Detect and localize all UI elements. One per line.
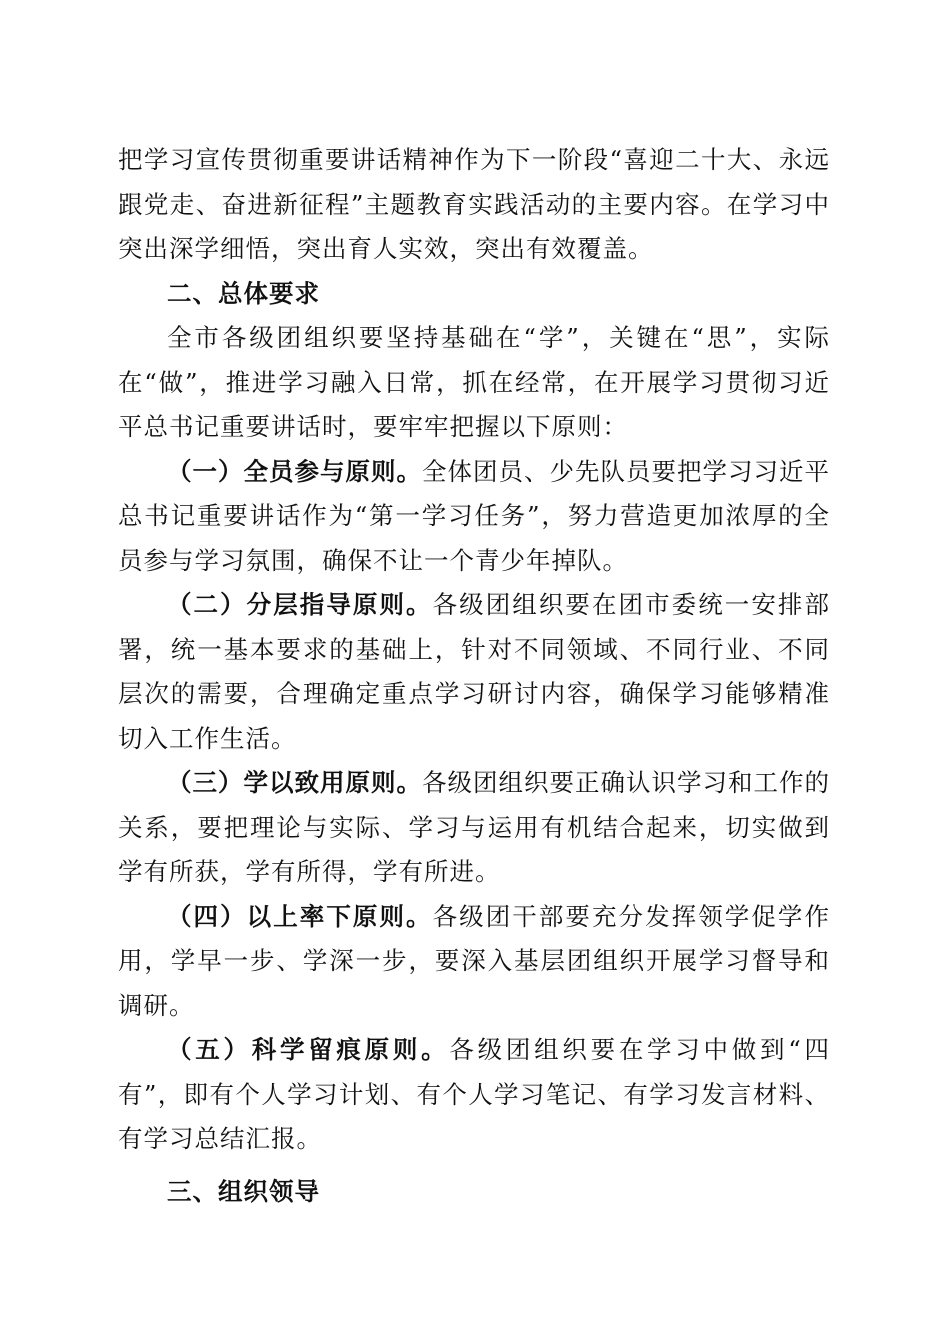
principle-3-title: （三）学以致用原则。 — [167, 768, 422, 797]
principle-2-body: 各级团组织要在团市委统一安排部署，统一基本要求的基础上，针对不同领域、不同行业、不同层次的需要，合理确定重点学习研讨内容，确保学习能够精准切入工作生活。 — [118, 590, 830, 753]
principle-1-title: （一）全员参与原则。 — [167, 456, 422, 486]
paragraph-intro: 把学习宣传贯彻重要讲话精神作为下一阶段“喜迎二十大、永远跟党走、奋进新征程”主题教育实践活动的主要内容。在学习中突出深学细悟，突出育人实效，突出有效覆盖。 — [118, 145, 830, 263]
principle-1 — [118, 450, 830, 584]
section-heading-organization: 三、组织领导 — [167, 1176, 320, 1206]
principle-5-title: （五）科学留痕原则。 — [167, 1035, 450, 1064]
principle-5-body: 各级团组织要在学习中做到“四有”，即有个人学习计划、有个人学习笔记、有学习发言材料、有学习总结汇报。 — [118, 1035, 831, 1153]
principle-4-title: （四）以上率下原则。 — [167, 901, 433, 931]
principle-1-body: 全体团员、少先队员要把学习习近平总书记重要讲话作为“第一学习任务”，努力营造更加浓厚的全员参与学习氛围，确保不让一个青少年掉队。 — [118, 456, 830, 575]
principle-4 — [118, 895, 830, 1029]
principle-2 — [118, 583, 830, 761]
section-heading-general-requirements: 二、总体要求 — [167, 278, 320, 308]
body-text — [118, 138, 830, 1214]
principle-3 — [118, 761, 830, 895]
principle-2-title: （二）分层指导原则。 — [167, 590, 433, 619]
paragraph-general-requirements: 全市各级团组织要坚持基础在“学”，关键在“思”，实际在“做”，推进学习融入日常，抓在经常，在开展学习贯彻习近平总书记重要讲话时，要牢牢把握以下原则： — [118, 323, 830, 441]
principle-4-body: 各级团干部要充分发挥领学促学作用，学早一步、学深一步，要深入基层团组织开展学习督导和调研。 — [118, 901, 830, 1020]
principle-3-body: 各级团组织要正确认识学习和工作的关系，要把理论与实际、学习与运用有机结合起来，切实做到学有所获，学有所得，学有所进。 — [118, 768, 830, 886]
principle-5 — [118, 1028, 830, 1162]
